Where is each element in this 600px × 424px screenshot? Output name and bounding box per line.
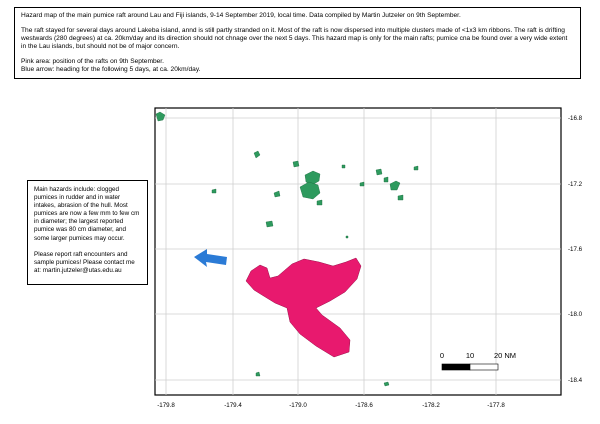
lon-tick: -179.4 [224,402,242,409]
lon-tick: -178.2 [422,402,440,409]
lat-tick: -17.2 [568,181,583,188]
latitude-ticks [568,115,583,384]
island-central-small [317,200,322,205]
lon-tick: -178.6 [355,402,373,409]
lon-tick: -177.8 [487,402,505,409]
lat-tick: -17.6 [568,246,583,253]
raft-description: The raft stayed for several days around Lakeba island, annd is still partly stranded on it. Most of the raft is now dispersed into multiple clusters made of <1x3 km ribbons. The raft is drifting westwards (280 degrees) at ca. 20km/day and its direction should not chnage over the next 5 days. This hazard map is only for the main rafts; pumice cna be found over a very wide extent in the Lau islands, but should not be of major concern. [21,26,568,51]
hazards-text: Main hazards include: clogged pumices in rudder and in water intakes, abrasion of the hull. Most pumices are now a few mm to few cm in diameter; the largest reported pumice was 80 cm diameter, and some larger pumices may occur. [34,186,140,242]
scale-bar-segment-1 [442,364,470,370]
map-title: Hazard map of the main pumice raft around Lau and Fiji islands, 9-14 September 2019, local time. Data compiled by Martin Jutzeler on 9th September. [21,12,461,19]
scale-bar-segment-2 [470,364,498,370]
contact-text: Please report raft encounters and sample pumices! Please contact me at: martin.jutzeler@utas.edu.au [34,250,135,274]
lon-tick: -179.0 [289,402,307,409]
island-northeast-small [342,165,345,168]
island-east-cluster-1 [376,169,382,175]
longitude-ticks [157,402,505,409]
legend-pink-area: Pink area: position of the rafts on 9th September. [21,57,164,65]
lat-tick: -18.0 [568,311,583,318]
legend-blue-arrow: Blue arrow: heading for the following 5 days, at ca. 20km/day. [21,66,201,74]
scale-label-10: 10 [465,351,475,360]
island-east-cluster-2 [384,177,388,182]
island-southwest-small [266,221,273,227]
lat-tick: -16.8 [568,115,583,122]
scale-label-0: 0 [439,351,445,360]
lon-tick: -179.8 [157,402,175,409]
lat-tick: -18.4 [568,377,583,384]
island-east-cluster-4 [398,195,403,200]
scale-label-20nm: 20 NM [493,351,517,360]
island-central-north [293,161,299,167]
island-east-dot [346,236,348,238]
